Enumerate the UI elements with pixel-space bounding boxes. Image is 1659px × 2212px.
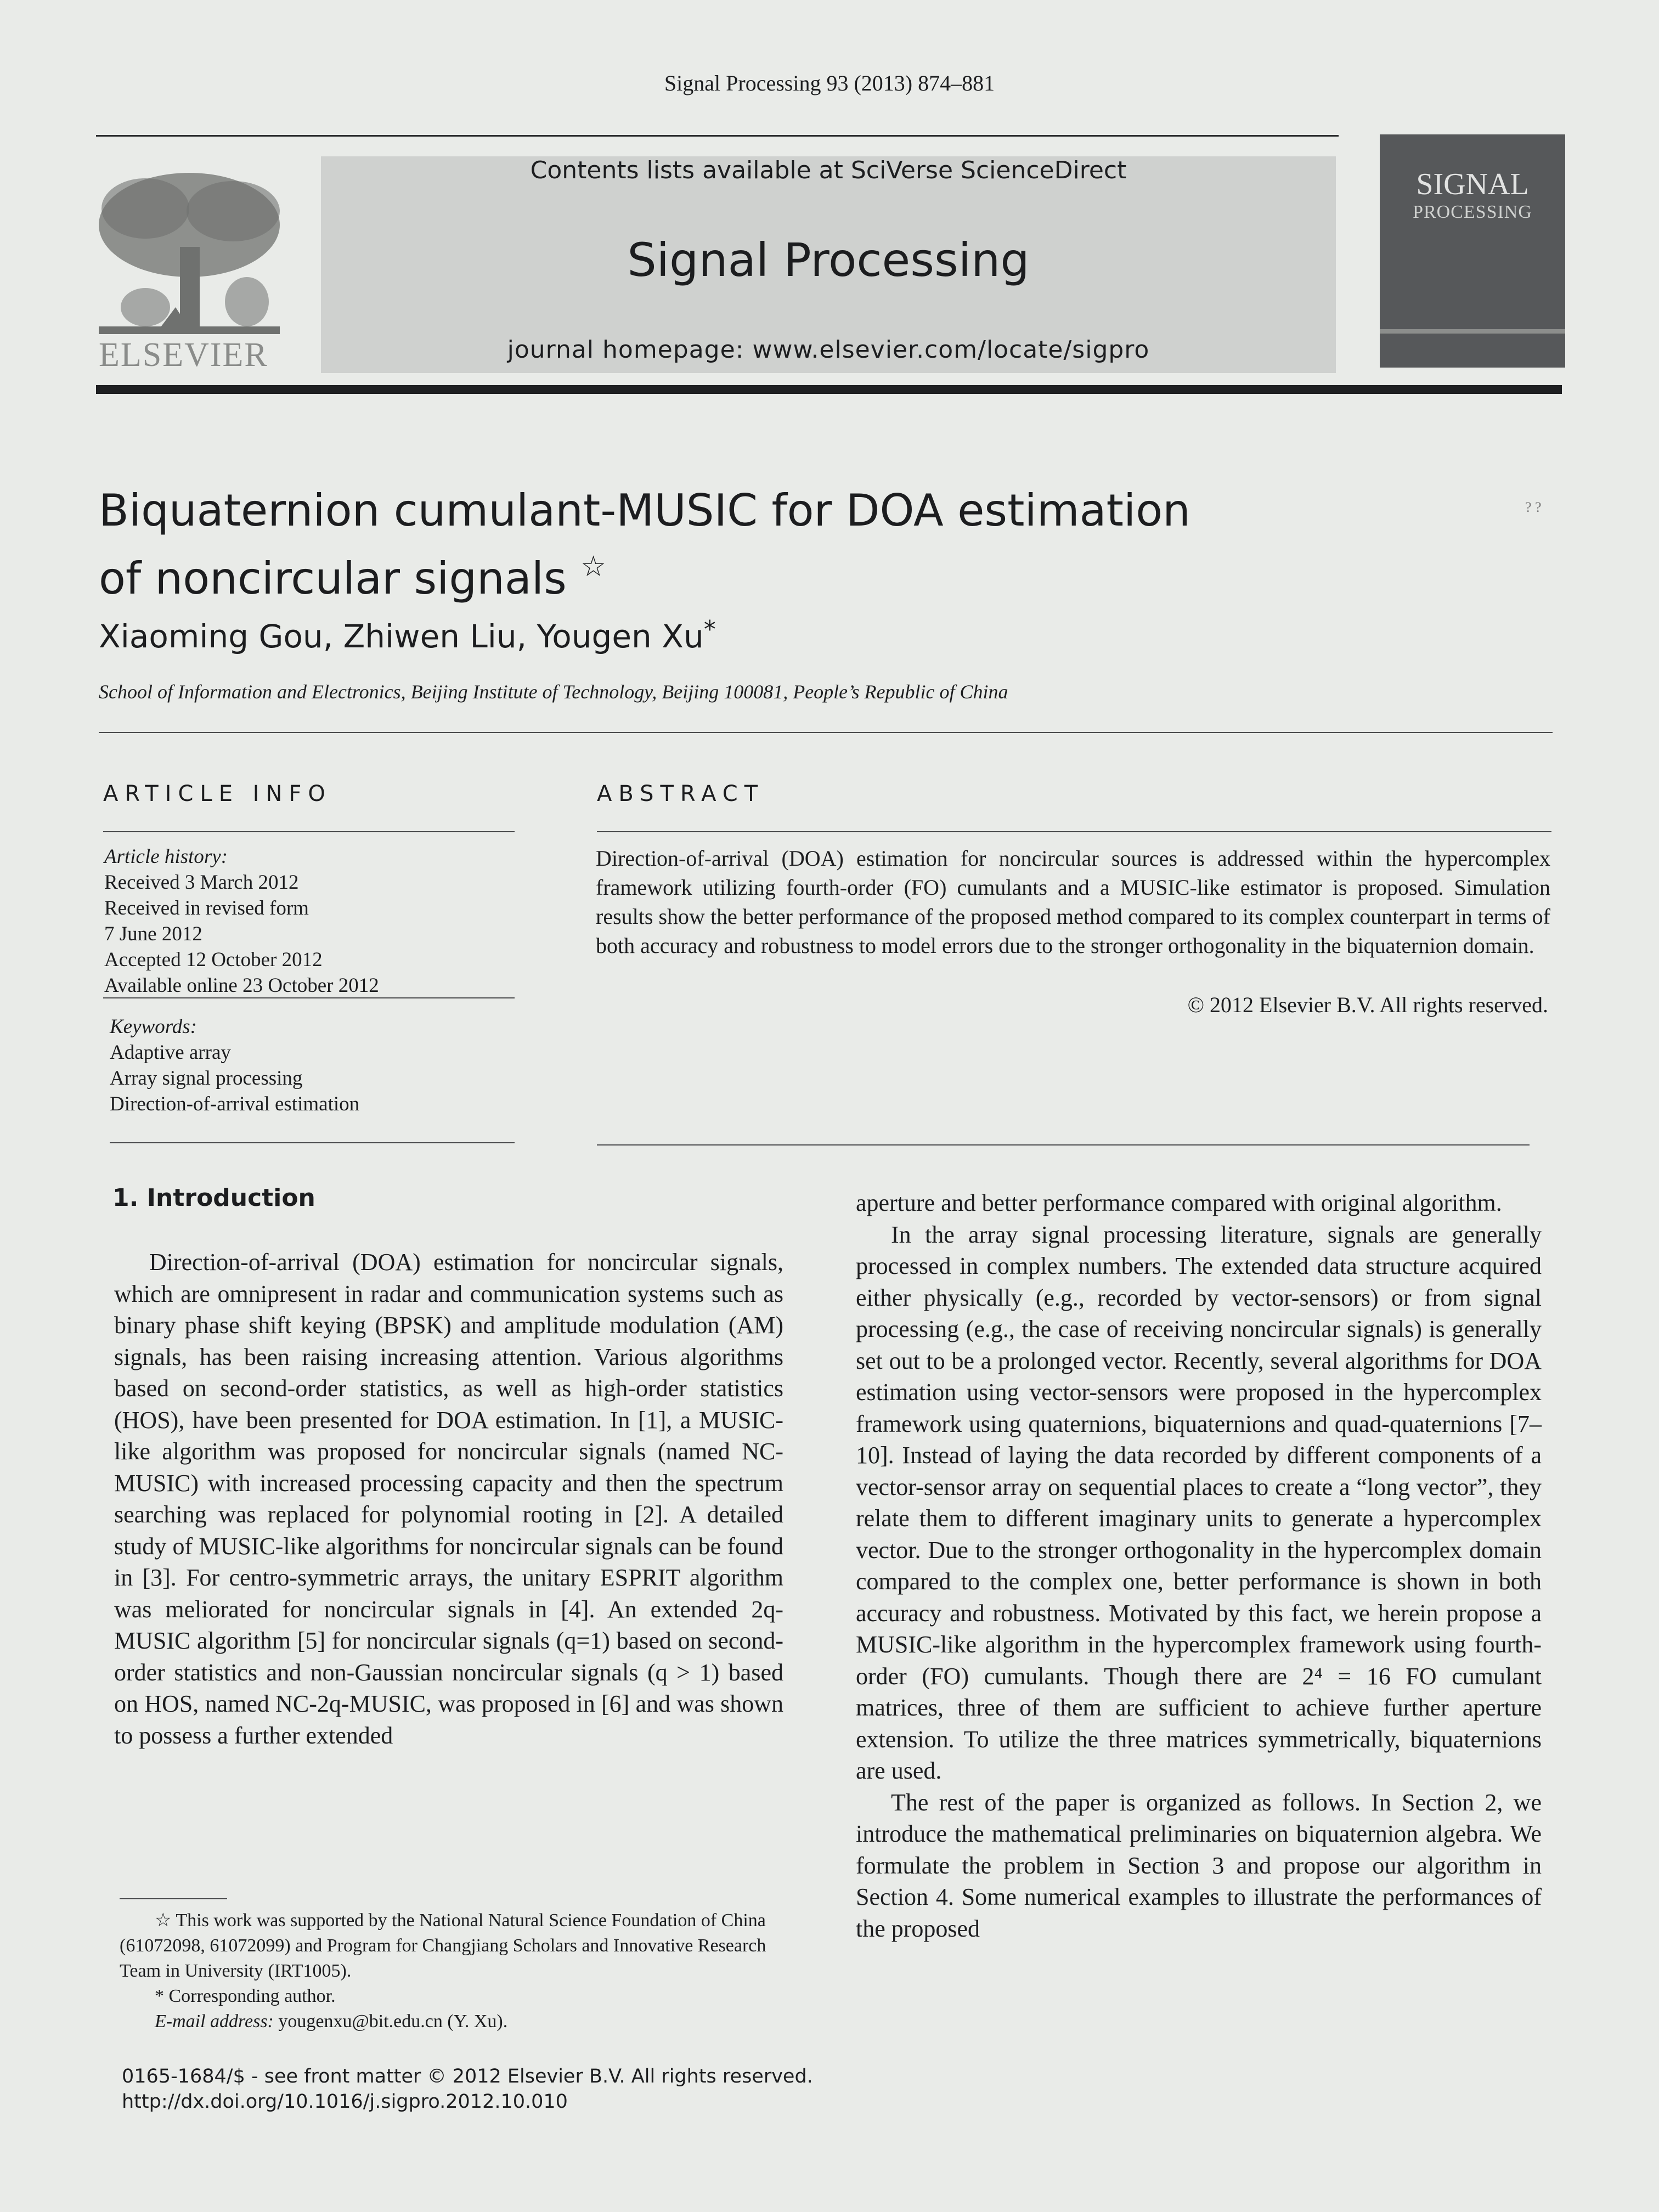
title-rule: [99, 732, 1553, 733]
email-footnote: [120, 2009, 783, 2034]
doi-link[interactable]: http://dx.doi.org/10.1016/j.sigpro.2012.10.010: [122, 2091, 568, 2113]
history-revised-date: 7 June 2012: [104, 923, 202, 945]
corresponding-footnote: * Corresponding author.: [155, 1986, 336, 2006]
info-rule-mid: [103, 997, 515, 998]
history-revised: Received in revised form: [104, 897, 309, 919]
abstract-rule-bottom: [597, 1144, 1530, 1146]
title-line-2: [99, 539, 1196, 607]
footnotes: [120, 1908, 783, 2034]
article-history: [104, 844, 379, 998]
title-line-2-text: of noncircular signals: [99, 553, 567, 604]
email-label: E-mail address:: [155, 2011, 274, 2032]
front-matter: [122, 2064, 835, 2114]
running-header: Signal Processing 93 (2013) 874–881: [664, 71, 995, 95]
corresponding-mark[interactable]: *: [703, 616, 716, 644]
keywords: [110, 1014, 359, 1117]
keyword-item: Array signal processing: [110, 1067, 303, 1090]
info-rule-top: [103, 831, 515, 832]
body-column-left: [114, 1246, 783, 1751]
abstract-heading: ABSTRACT: [597, 781, 765, 806]
journal-homepage[interactable]: journal homepage: www.elsevier.com/locate/sigpro: [507, 336, 1150, 364]
keyword-item: Direction-of-arrival estimation: [110, 1093, 360, 1115]
article-title: [99, 483, 1196, 607]
email-address[interactable]: yougenxu@bit.edu.cn (Y. Xu).: [278, 2011, 508, 2032]
intro-paragraph-1: Direction-of-arrival (DOA) estimation for noncircular signals, which are omnipresent in radar and communication systems such as binary phase shift keying (BPSK) and amplitude modulation (AM) signals, has been raising increasing attention. Various algorithms based on second-order statistics, as well as high-order statistics (HOS), have been presented for DOA estimation. In [1], a MUSIC-like algorithm was proposed for noncircular signals (named NC-MUSIC) with increased processing capacity and then the spectrum searching was replaced for polynomial rooting in [2]. A detailed study of MUSIC-like algorithms for noncircular signals can be found in [3]. For centro-symmetric arrays, the unitary ESPRIT algorithm was meliorated for noncircular signals in [4]. An extended 2q-MUSIC algorithm [5] for noncircular signals (q=1) based on second-order statistics and non-Gaussian noncircular signals (q > 1) based on HOS, named NC-2q-MUSIC, was proposed in [6] and was shown to possess a further extended: [114, 1249, 783, 1749]
section-heading-introduction: 1. Introduction: [112, 1184, 315, 1212]
intro-paragraph-2: In the array signal processing literature, signals are generally processed in complex numbers. The extended data structure acquired either physically (e.g., recorded by vector-sensors) or from signal processing (e.g., the case of receiving noncircular signals) is generally set out to be a prolonged vector. Recently, several algorithms for DOA estimation using vector-sensors were proposed in the hypercomplex framework using quaternions, biquaternions and quad-quaternions [7–10]. Instead of laying the data recorded by different components of a vector-sensor array on sequential places to create a “long vector”, they relate them to different imaginary units to generate a hypercomplex vector. Due to the stronger orthogonality in the hypercomplex domain compared to the complex one, better performance is shown in both accuracy and robustness. Motivated by this fact, we herein propose a MUSIC-like algorithm in the hypercomplex framework using fourth-order (FO) cumulants. Though there are 2⁴ = 16 FO cumulant matrices, three of them are sufficient to achieve further aperture extension. To utilize the three matrices symmetrically, biquaternions are used.: [856, 1221, 1542, 1784]
cover-subtitle: PROCESSING: [1413, 202, 1532, 222]
keyword-item: Adaptive array: [110, 1041, 231, 1064]
contents-line: Contents lists available at SciVerse ScienceDirect: [530, 156, 1127, 184]
affiliation: School of Information and Electronics, Beijing Institute of Technology, Beijing 100081, People’s Republic of China: [99, 681, 1008, 703]
funding-footnote: ☆ This work was supported by the National Natural Science Foundation of China (61072098, 61072099) and Program for Changjiang Scholars and Innovative Research Team in University (IRT1005).: [120, 1910, 766, 1981]
masthead-thick-rule: [96, 385, 1562, 394]
history-label: Article history:: [104, 845, 228, 868]
history-accepted: Accepted 12 October 2012: [104, 949, 323, 971]
page-mark: ? ?: [1525, 499, 1542, 515]
intro-paragraph-3: The rest of the paper is organized as follows. In Section 2, we introduce the mathematical preliminaries on biquaternion algebra. We formulate the problem in Section 3 and propose our algorithm in Section 4. Some numerical examples to illustrate the performances of the proposed: [856, 1788, 1542, 1942]
intro-paragraph-1-cont: aperture and better performance compared with original algorithm.: [856, 1189, 1502, 1216]
title-line-1: Biquaternion cumulant-MUSIC for DOA estimation: [99, 485, 1190, 536]
abstract-rule-top: [597, 831, 1551, 832]
cover-stripe: [1380, 329, 1565, 334]
header-rule: [96, 135, 1339, 137]
body-column-right: [856, 1187, 1542, 1944]
cover-title: SIGNAL: [1416, 167, 1529, 201]
history-received: Received 3 March 2012: [104, 871, 299, 894]
abstract-copyright: © 2012 Elsevier B.V. All rights reserved.: [1187, 992, 1548, 1017]
abstract-text: Direction-of-arrival (DOA) estimation for noncircular sources is addressed within the hypercomplex framework utilizing fourth-order (FO) cumulants and a MUSIC-like estimator is proposed. Simulation results show the better performance of the proposed method compared to its complex counterpart in terms of both accuracy and robustness to model errors due to the stronger orthogonality in the biquaternion domain.: [596, 846, 1550, 958]
issn-line: 0165-1684/$ - see front matter © 2012 Elsevier B.V. All rights reserved.: [122, 2066, 813, 2087]
authors: [99, 616, 716, 655]
article-info-heading: ARTICLE INFO: [103, 781, 332, 806]
history-online: Available online 23 October 2012: [104, 974, 379, 997]
journal-name: Signal Processing: [627, 233, 1030, 287]
author-names: Xiaoming Gou, Zhiwen Liu, Yougen Xu: [99, 618, 704, 655]
footnote-rule: [120, 1898, 227, 1899]
info-rule-bottom: [110, 1142, 515, 1143]
publisher-name: ELSEVIER: [99, 336, 268, 374]
keywords-label: Keywords:: [110, 1015, 197, 1038]
title-footnote-mark[interactable]: ☆: [580, 550, 606, 583]
